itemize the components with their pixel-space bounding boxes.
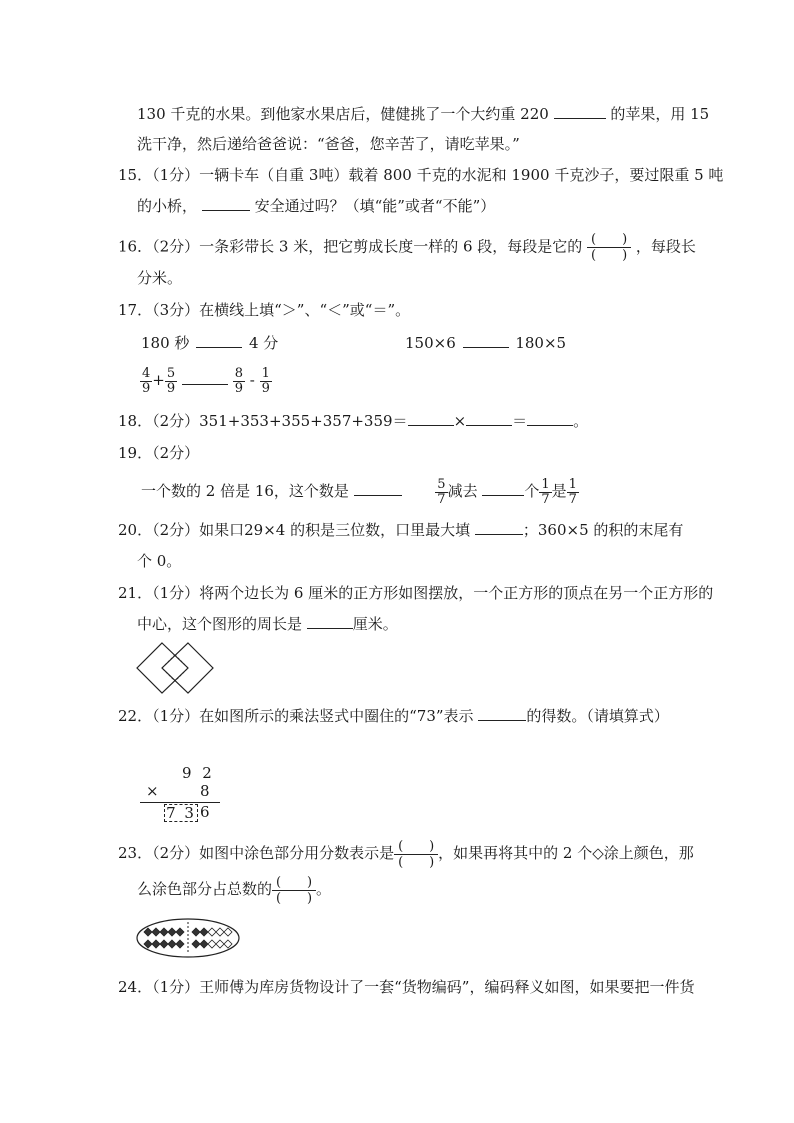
filled-diamond [152, 928, 160, 936]
filled-diamond [168, 940, 176, 948]
q20-line2: 个 0。 [137, 552, 182, 570]
q14-text-b: 的苹果，用 15 [610, 105, 710, 123]
filled-diamond [168, 928, 176, 936]
q19-blank-2[interactable] [482, 481, 524, 496]
q15-line2 [137, 196, 495, 216]
q18-blank-1[interactable] [408, 411, 454, 426]
q19-frac-5-7: $\frac{5}{7}$ [437, 476, 446, 507]
q17-blank-c[interactable] [182, 370, 228, 385]
q20-blank[interactable] [475, 520, 523, 535]
q18-blank-2[interactable] [466, 411, 512, 426]
filled-diamond [176, 928, 184, 936]
q22-circled-73: 7 3 [164, 804, 198, 822]
filled-diamond [152, 940, 160, 948]
q23-diamond-ellipse-figure [136, 918, 240, 958]
filled-diamond [192, 940, 200, 948]
q17-frac-5-9: $\frac{5}{9}$ [166, 365, 176, 396]
q17-frac-1-9: $\frac{1}{9}$ [261, 365, 270, 396]
q17-item-a: 180 秒 4 分 [141, 334, 279, 352]
q15-text-b: 安全通过吗？（填“能”或者“不能”） [254, 197, 496, 215]
q14-blank[interactable] [554, 104, 606, 119]
q14-line1 [137, 104, 709, 124]
q17-frac-8-9: $\frac{8}{9}$ [234, 365, 243, 396]
q17-blank-a[interactable] [196, 333, 242, 348]
q23-fraction-blank-2[interactable]: $\frac{( )}{( )}$ [272, 875, 316, 906]
q16-text-a: 16．（2分）一条彩带长 3 米，把它剪成长度一样的 6 段，每段是它的 [118, 237, 583, 256]
q21-blank[interactable] [307, 614, 353, 629]
q24-line1: 24．（1分）王师傅为库房货物设计了一套“货物编码”，编码释义如图，如果要把一件货 [118, 978, 695, 996]
q23-fraction-blank-1[interactable]: $\frac{( )}{( )}$ [394, 839, 438, 870]
q21-line2: 中心，这个图形的周长是 厘米。 [137, 615, 398, 633]
q19-title: 19．（2分） [118, 444, 200, 462]
q22-last-digit: 6 [200, 803, 210, 821]
filled-diamond [200, 928, 208, 936]
q16-line2: 分米。 [137, 269, 183, 287]
empty-diamond [216, 928, 224, 936]
filled-diamond [200, 940, 208, 948]
empty-diamond [224, 940, 232, 948]
q23-line2: 么涂色部分占总数的 $\frac{( )}{( )}$ 。 [137, 874, 332, 906]
q17-item-b: 150×6 180×5 [405, 334, 567, 352]
q16-fraction-blank[interactable]: $\frac{( )}{( )}$ [587, 232, 631, 263]
empty-diamond [208, 940, 216, 948]
q22-multiplication-figure [138, 762, 224, 824]
q22-multiplier: 8 [200, 782, 210, 800]
filled-diamond [176, 940, 184, 948]
q22-line: 22．（1分）在如图所示的乘法竖式中圈住的“73”表示 的得数。（请填算式） [118, 707, 669, 725]
q15-blank[interactable] [202, 196, 250, 211]
q18-blank-3[interactable] [527, 411, 573, 426]
q14-text-a: 130 千克的水果。到他家水果店后，健健挑了一个大约重 220 [137, 105, 549, 123]
filled-diamond [144, 940, 152, 948]
filled-diamond [160, 928, 168, 936]
filled-diamond [160, 940, 168, 948]
q22-blank[interactable] [478, 706, 526, 721]
filled-diamond [144, 928, 152, 936]
q16-text-b: ，每段长 [635, 237, 696, 256]
q23-line1: 23．（2分）如图中涂色部分用分数表示是 $\frac{( )}{( )}$ ，如果再将其中的 2 个◇涂上颜色，那 [118, 838, 694, 870]
q18-line: 18．（2分）351+353+355+357+359＝ × ＝ 。 [118, 412, 589, 430]
q16-line1 [118, 232, 696, 263]
q17-title: 17．（3分）在横线上填“＞”、“＜”或“＝”。 [118, 301, 411, 319]
q19-frac-1-7-b: $\frac{1}{7}$ [568, 476, 577, 507]
q17-frac-4-9: $\frac{4}{9}$ [142, 365, 151, 396]
q21-line1: 21．（1分）将两个边长为 6 厘米的正方形如图摆放，一个正方形的顶点在另一个正方形的 [118, 584, 714, 602]
q17-item-c: $\frac{4}{9}$ + $\frac{5}{9}$ $\frac{8}{9}$ - $\frac{1}{9}$ [142, 365, 270, 396]
q19-frac-1-7-a: $\frac{1}{7}$ [541, 476, 550, 507]
q19-blank-1[interactable] [354, 481, 402, 496]
empty-diamond [208, 928, 216, 936]
q15-text-a: 的小桥， [137, 197, 198, 215]
q17-blank-b[interactable] [463, 333, 509, 348]
filled-diamond [192, 928, 200, 936]
q22-times-sign: × [146, 782, 159, 800]
q15-line1: 15．（1分）一辆卡车（自重 3吨）载着 800 千克的水泥和 1900 千克沙子，要过限重 5 吨 [118, 166, 724, 184]
empty-diamond [224, 928, 232, 936]
q14-line2: 洗干净，然后递给爸爸说：“爸爸，您辛苦了，请吃苹果。” [137, 135, 520, 153]
q21-overlapping-squares-figure [136, 640, 216, 696]
empty-diamond [216, 940, 224, 948]
q20-line1: 20．（2分）如果口29×4 的积是三位数，口里最大填 ；360×5 的积的末尾有 [118, 521, 684, 539]
q22-top-number: 9 2 [182, 764, 215, 782]
q19-line: 一个数的 2 倍是 16，这个数是 $\frac{5}{7}$ 减去 个 $\frac{1}{7}$ 是 $\frac{1}{7}$ [141, 476, 577, 507]
